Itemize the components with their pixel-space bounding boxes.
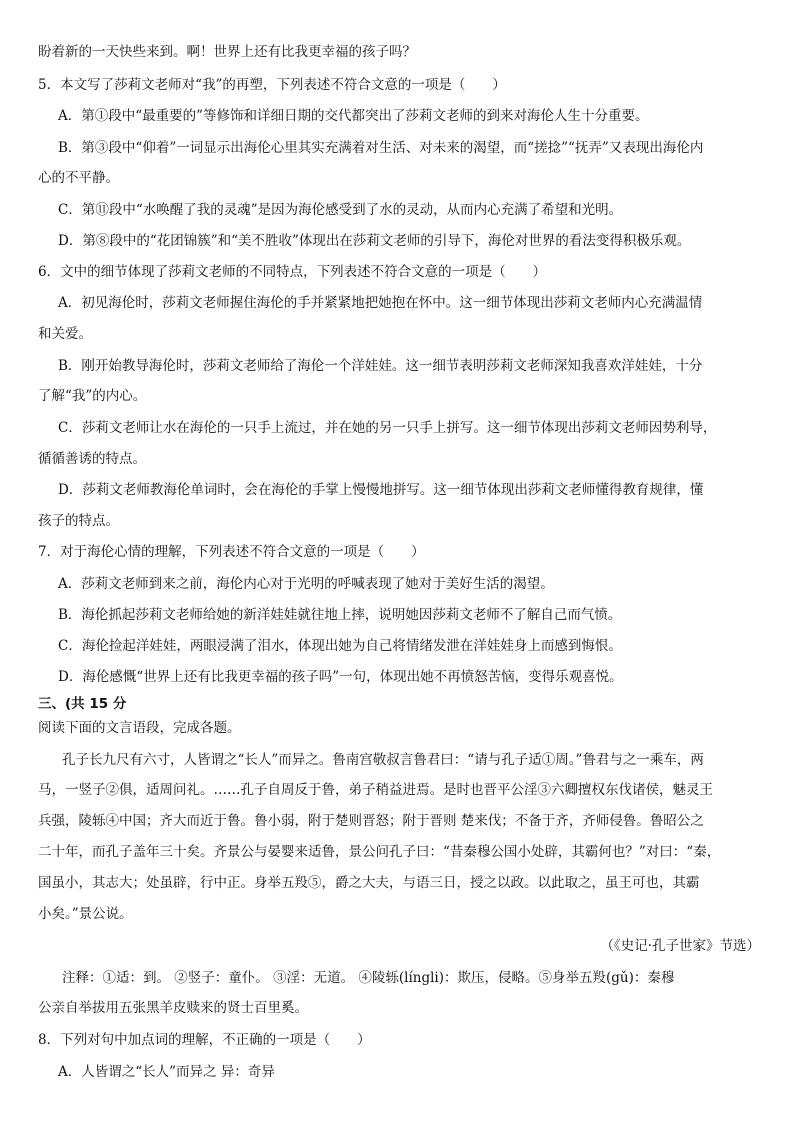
- passage-line-3: 兵强，陵轹④中国；齐大而近于鲁。鲁小弱，附于楚则晋怒；附于晋则 楚来伐；不备于齐，齐师侵鲁。鲁昭公之: [38, 813, 704, 829]
- question-6: 6．文中的细节体现了莎莉文老师的不同特点，下列表述不符合文意的一项是（ ）: [38, 264, 547, 280]
- q7-option-a: A．莎莉文老师到来之前，海伦内心对于光明的呼喊表现了她对于美好生活的渴望。: [58, 576, 554, 592]
- q6-option-b-cont: 了解“我”的内心。: [38, 388, 147, 404]
- passage-source: （《史记·孔子世家》节选）: [600, 938, 760, 954]
- text-line-continuation: 盼着新的一天快些来到。啊！世界上还有比我更幸福的孩子吗？: [38, 44, 416, 60]
- annotation-line-1: 注释：①适：到。 ②竖子：童仆。 ③淫：无道。 ④陵轹(língli)：欺压，侵略。⑤身举五羖(gǔ)：秦穆: [62, 970, 675, 986]
- question-8: 8．下列对句中加点词的理解，不正确的一项是（ ）: [38, 1032, 371, 1048]
- question-7: 7．对于海伦心情的理解，下列表述不符合文意的一项是（ ）: [38, 544, 425, 560]
- passage-line-1: 孔子长九尺有六寸，人皆谓之“长人”而异之。鲁南宫敬叔言鲁君曰：“请与孔子适①周。”鲁君与之一乘车，两: [62, 752, 704, 768]
- q6-option-b: B．刚开始教导海伦时，莎莉文老师给了海伦一个洋娃娃。这一细节表明莎莉文老师深知我喜欢洋娃娃，十分: [58, 358, 703, 374]
- section-3-heading: 三、(共 15 分: [38, 696, 127, 712]
- q5-option-b: B．第③段中“仰着”一词显示出海伦心里其实充满着对生活、对未来的渴望，而“搓捻”“抚弄”又表现出海伦内: [58, 140, 704, 156]
- q5-option-c: C．第⑪段中“水唤醒了我的灵魂”是因为海伦感受到了水的灵动，从而内心充满了希望和光明。: [58, 202, 623, 218]
- q7-option-d: D．海伦感慨“世界上还有比我更幸福的孩子吗”一句，体现出她不再愤怒苦恼，变得乐观喜悦。: [58, 669, 623, 685]
- passage-line-2: 马，一竖子②俱，适周问礼。……孔子自周反于鲁，弟子稍益进焉。是时也晋平公淫③六卿擅权东伐诸侯，魅灵王: [38, 782, 713, 798]
- annotation-line-2: 公亲自举拔用五张黑羊皮赎来的贤士百里奚。: [38, 1000, 308, 1016]
- passage-line-6: 小矣。”景公说。: [38, 906, 133, 922]
- q5-option-b-cont: 心的不平静。: [38, 170, 119, 186]
- q6-option-d-cont: 孩子的特点。: [38, 513, 119, 529]
- reading-instruction: 阅读下面的文言语段，完成各题。: [38, 720, 241, 736]
- q5-option-d: D．第⑧段中的“花团锦簇”和“美不胜收”体现出在莎莉文老师的引导下，海伦对世界的看法变得积极乐观。: [58, 233, 691, 249]
- q6-option-d: D．莎莉文老师教海伦单词时，会在海伦的手掌上慢慢地拼写。这一细节体现出莎莉文老师懂得教育规律，懂: [58, 482, 704, 498]
- question-5: 5．本文写了莎莉文老师对“我”的再塑，下列表述不符合文意的一项是（ ）: [38, 77, 506, 93]
- passage-line-5: 国虽小，其志大；处虽辟，行中正。身举五羖⑤，爵之大夫，与语三日，授之以政。以此取之，虽王可也，其霸: [38, 875, 700, 891]
- q6-option-c: C．莎莉文老师让水在海伦的一只手上流过，并在她的另一只手上拼写。这一细节体现出莎莉文老师因势利导，: [58, 420, 717, 436]
- q6-option-a: A．初见海伦时，莎莉文老师握住海伦的手并紧紧地把她抱在怀中。这一细节体现出莎莉文老师内心充满温情: [58, 295, 703, 311]
- q7-option-c: C．海伦捡起洋娃娃，两眼浸满了泪水，体现出她为自己将情绪发泄在洋娃娃身上而感到悔恨。: [58, 638, 622, 654]
- q6-option-c-cont: 循循善诱的特点。: [38, 451, 146, 467]
- q5-option-a: A．第①段中“最重要的”等修饰和详细日期的交代都突出了莎莉文老师的到来对海伦人生十分重要。: [58, 108, 649, 124]
- q6-option-a-cont: 和关爱。: [38, 326, 92, 342]
- q8-option-a: A．人皆谓之“长人”而异之 异：奇异: [58, 1064, 275, 1080]
- q7-option-b: B．海伦抓起莎莉文老师给她的新洋娃娃就往地上摔，说明她因莎莉文老师不了解自己而气愤。: [58, 607, 622, 623]
- passage-line-4: 二十年，而孔子盖年三十矣。齐景公与晏婴来适鲁，景公问孔子曰：“昔秦穆公国小处辟，其霸何也？”对曰：“秦，: [38, 844, 721, 860]
